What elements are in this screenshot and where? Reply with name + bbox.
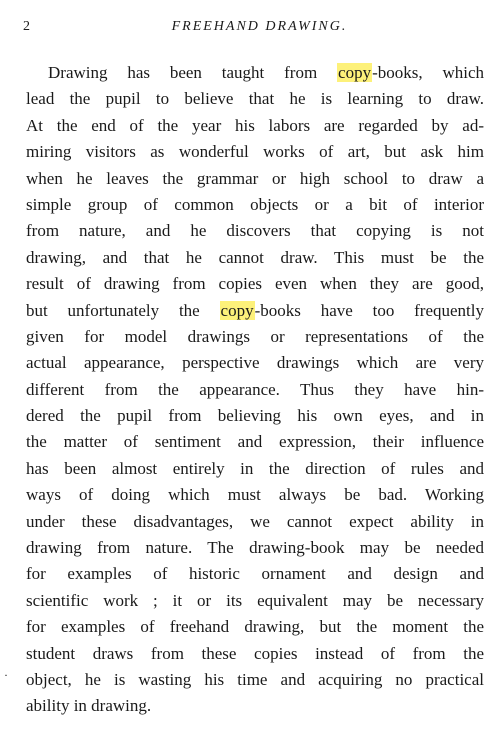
- text-line: [26, 561, 484, 587]
- line-text: has been almost entirely in the direction of rules and: [26, 458, 484, 478]
- text-line: [26, 324, 484, 350]
- highlighted-term: copy: [220, 300, 254, 320]
- text-line: [26, 641, 484, 667]
- text-line: [26, 403, 484, 429]
- line-text: result of drawing from copies even when they are good,: [26, 274, 484, 294]
- line-text: from nature, and he discovers that copying is not: [26, 221, 484, 241]
- line-text: simple group of common objects or a bit of interior: [26, 194, 484, 214]
- line-text: drawing, and that he cannot draw. This must be the: [26, 247, 484, 267]
- line-text: lead the pupil to believe that he is learning to draw.: [26, 89, 484, 109]
- line-text: miring visitors as wonderful works of art, but ask him: [26, 142, 484, 162]
- line-text: At the end of the year his labors are regarded by ad-: [26, 115, 484, 135]
- text-line: [26, 509, 484, 535]
- text-line: [26, 192, 484, 218]
- text-line: [26, 298, 484, 324]
- line-text: dered the pupil from believing his own eyes, and in: [26, 406, 484, 426]
- text-line: [26, 113, 484, 139]
- text-line: [26, 166, 484, 192]
- text-line: [26, 60, 484, 86]
- margin-mark: ·: [4, 668, 8, 682]
- running-head: FREEHAND DRAWING.: [171, 19, 348, 34]
- text-line: [26, 693, 484, 719]
- highlighted-term: copy: [338, 63, 372, 82]
- text-line: [26, 614, 484, 640]
- line-text: different from the appearance. Thus they have hin-: [26, 379, 484, 399]
- line-text: for examples of freehand drawing, but the moment the: [26, 617, 484, 637]
- page-number: 2: [23, 19, 31, 34]
- line-text: for examples of historic ornament and design and: [26, 564, 484, 584]
- line-text: actual appearance, perspective drawings which are very: [26, 353, 484, 373]
- text-line: [26, 139, 484, 165]
- line-text: object, he is wasting his time and acquiring no practical: [26, 669, 484, 689]
- line-text: but unfortunately the: [26, 300, 220, 320]
- line-text: student draws from these copies instead of from the: [26, 643, 484, 663]
- text-line: [26, 271, 484, 297]
- line-text: ways of doing which must always be bad. Working: [26, 485, 484, 505]
- text-line: [26, 218, 484, 244]
- text-line: [26, 482, 484, 508]
- text-line: [26, 350, 484, 376]
- paragraph: [26, 60, 484, 720]
- text-line: [26, 667, 484, 693]
- text-line: [26, 429, 484, 455]
- text-line: [26, 245, 484, 271]
- line-text: -books, which: [372, 63, 484, 82]
- line-text: when he leaves the grammar or high school to draw a: [26, 168, 484, 188]
- text-line: [26, 588, 484, 614]
- text-line: [26, 456, 484, 482]
- text-line: [26, 86, 484, 112]
- line-text: ability in drawing.: [26, 696, 152, 716]
- line-text: scientific work ; it or its equivalent may be necessary: [26, 590, 484, 610]
- text-line: [26, 535, 484, 561]
- text-line: [26, 377, 484, 403]
- line-text: Drawing has been taught from: [48, 63, 338, 82]
- line-text: -books have too frequently: [254, 300, 485, 320]
- line-text: the matter of sentiment and expression, their influence: [26, 432, 484, 452]
- line-text: drawing from nature. The drawing-book may be needed: [26, 538, 484, 558]
- line-text: given for model drawings or representations of the: [26, 326, 484, 346]
- line-text: under these disadvantages, we cannot expect ability in: [26, 511, 484, 531]
